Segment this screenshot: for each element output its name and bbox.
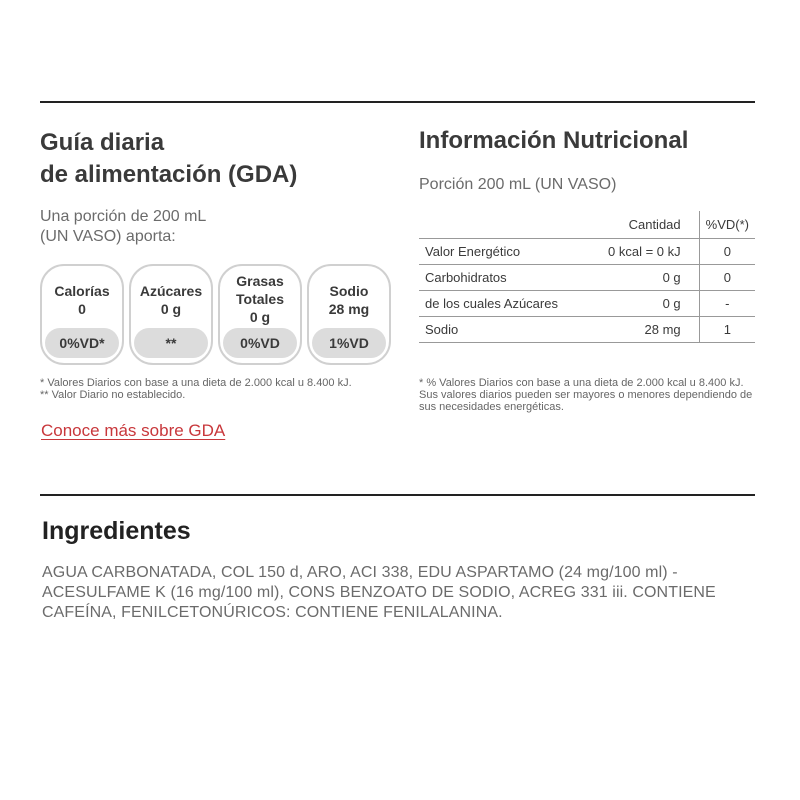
nutrition-table	[419, 211, 755, 343]
nutrition-portion: Porción 200 mL (UN VASO)	[419, 176, 617, 193]
row-quantity: 0 kcal = 0 kJ	[570, 239, 699, 265]
table-row	[419, 239, 755, 265]
table-row	[419, 317, 755, 343]
gda-subtitle-line1: Una porción de 200 mL	[40, 208, 207, 225]
ingredients-text: AGUA CARBONATADA, COL 150 d, ARO, ACI 338, EDU ASPARTAMO (24 mg/100 ml) - ACESULFAME K (16 mg/100 ml), CONS BENZOATO DE SODIO, ACREG 331 iii. CONTIENE CAFEÍNA, FENILCETONÚRICOS: CONTIENE FENILALANINA.	[42, 564, 716, 621]
pill-amount: 0 g	[160, 301, 182, 317]
row-name: de los cuales Azúcares	[419, 291, 570, 317]
header-vd: %VD(*)	[705, 217, 749, 232]
gda-footnote-2: ** Valor Diario no establecido.	[40, 389, 186, 401]
gda-pill-azucares	[129, 264, 213, 365]
gda-title-line2: de alimentación (GDA)	[40, 161, 298, 188]
pill-amount: 0	[78, 301, 86, 317]
gda-title-line1: Guía diaria	[40, 129, 165, 156]
row-vd: 1	[699, 317, 755, 343]
pill-amount: 0 g	[249, 309, 271, 325]
pill-vd: **	[134, 328, 208, 358]
row-vd: 0	[699, 239, 755, 265]
gda-footnotes	[40, 377, 352, 401]
table-header-row	[419, 211, 755, 239]
nutrition-footnote: * % Valores Diarios con base a una dieta de 2.000 kcal u 8.400 kJ. Sus valores diarios pueden ser mayores o menores dependiendo de sus necesidades energéticas.	[419, 377, 753, 413]
row-quantity: 0 g	[570, 291, 699, 317]
gda-subtitle	[40, 207, 206, 247]
pill-vd: 0%VD	[223, 328, 297, 358]
pill-name: Grasas	[236, 273, 284, 289]
gda-pills	[40, 264, 391, 365]
gda-more-link[interactable]: Conoce más sobre GDA	[41, 421, 226, 440]
row-vd: 0	[699, 265, 755, 291]
pill-vd: 1%VD	[312, 328, 386, 358]
gda-footnote-1: * Valores Diarios con base a una dieta de 2.000 kcal u 8.400 kJ.	[40, 377, 352, 389]
table-row	[419, 265, 755, 291]
row-name: Sodio	[419, 317, 570, 343]
gda-pill-sodio	[307, 264, 391, 365]
row-name: Carbohidratos	[419, 265, 570, 291]
row-quantity: 28 mg	[570, 317, 699, 343]
table-row	[419, 291, 755, 317]
ingredients-title: Ingredientes	[42, 517, 191, 545]
top-divider	[40, 101, 755, 103]
gda-subtitle-line2: (UN VASO) aporta:	[40, 228, 176, 245]
nutrition-title: Información Nutricional	[419, 127, 689, 154]
pill-name-line2: Totales	[236, 291, 284, 307]
middle-divider	[40, 494, 755, 496]
pill-name: Sodio	[329, 283, 369, 299]
header-name	[419, 211, 570, 239]
row-quantity: 0 g	[570, 265, 699, 291]
header-quantity: Cantidad	[570, 211, 699, 239]
row-name: Valor Energético	[419, 239, 570, 265]
pill-name: Azúcares	[139, 283, 203, 299]
pill-vd: 0%VD*	[45, 328, 119, 358]
row-vd: -	[699, 291, 755, 317]
gda-pill-grasas	[218, 264, 302, 365]
pill-name: Calorías	[54, 283, 110, 299]
gda-title	[40, 127, 297, 191]
pill-amount: 28 mg	[328, 301, 370, 317]
gda-pill-calorias	[40, 264, 124, 365]
